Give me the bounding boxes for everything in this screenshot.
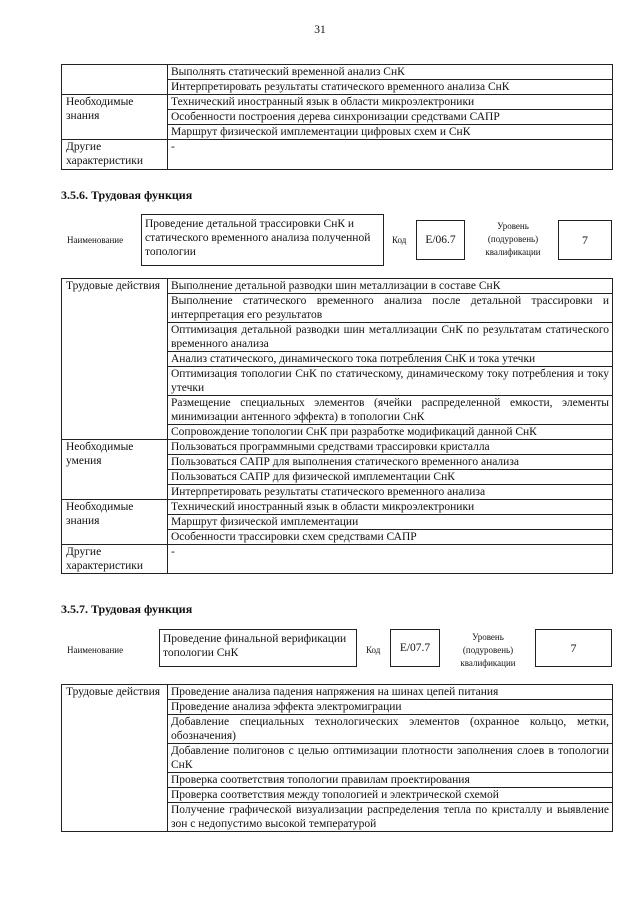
table-cell: Интерпретировать результаты статического временного анализа xyxy=(168,485,613,500)
table-cell: Маршрут физической имплементации xyxy=(168,515,613,530)
table-cell: - xyxy=(168,140,613,170)
table-cell: Пользоваться программными средствами трассировки кристалла xyxy=(168,440,613,455)
level-label: Уровень (подуровень) квалификации xyxy=(460,632,516,668)
table-cell: Пользоваться САПР для физической имплементации СнК xyxy=(168,470,613,485)
row-label: Необходимые знания xyxy=(62,95,168,140)
row-label: Трудовые действия xyxy=(62,279,168,440)
table-cell: Проверка соответствия топологии правилам проектирования xyxy=(168,773,613,788)
table-cell: Анализ статического, динамического тока потребления СнК и тока утечки xyxy=(168,352,613,367)
table-cell: Особенности трассировки схем средствами САПР xyxy=(168,530,613,545)
table-cell: Добавление полигонов с целью оптимизации плотности заполнения слоев в топологии СнК xyxy=(168,744,613,773)
row-label: Необходимые умения xyxy=(62,440,168,500)
page-number: 31 xyxy=(314,24,326,36)
table-cell: Размещение специальных элементов (ячейки распределенной емкости, элементы минимизации антенного эффекта) в топологии СнК xyxy=(168,396,613,425)
section-heading: 3.5.7. Трудовая функция xyxy=(61,602,193,616)
table-cell: Проведение анализа эффекта электромиграции xyxy=(168,700,613,715)
section-heading: 3.5.6. Трудовая функция xyxy=(61,188,193,202)
section-357-table xyxy=(61,684,613,832)
table-cell: Проведение анализа падения напряжения на шинах цепей питания xyxy=(168,685,613,700)
table-cell: Особенности построения дерева синхронизации средствами САПР xyxy=(168,110,613,125)
table-cell: Маршрут физической имплементации цифровых схем и СнК xyxy=(168,125,613,140)
table-cell: Оптимизация детальной разводки шин металлизации СнК по результатам статического временного анализа xyxy=(168,323,613,352)
row-label: Другие характеристики xyxy=(62,140,168,170)
section-356-table xyxy=(61,278,613,574)
function-header xyxy=(61,214,612,266)
table-cell: Интерпретировать результаты статического временного анализа СнК xyxy=(168,80,613,95)
function-name: Проведение детальной трассировки СнК и статического временного анализа полученной топологии xyxy=(141,214,384,266)
name-label: Наименование xyxy=(67,235,124,245)
table-cell: Оптимизация топологии СнК по статическому, динамическому току потребления и току утечки xyxy=(168,367,613,396)
name-label: Наименование xyxy=(67,645,124,655)
function-code: E/06.7 xyxy=(416,220,465,260)
table-cell: Получение графической визуализации распределения тепла по кристаллу и выявление зон с недопустимо высокой температурой xyxy=(168,803,613,832)
qualification-level: 7 xyxy=(558,220,612,260)
function-code: E/07.7 xyxy=(390,629,440,667)
function-header xyxy=(61,628,612,672)
level-label: Уровень (подуровень) квалификации xyxy=(485,221,541,257)
function-name: Проведение финальной верификации топологии СнК xyxy=(159,629,357,667)
row-label: Другие характеристики xyxy=(62,545,168,574)
table-cell: Технический иностранный язык в области микроэлектроники xyxy=(168,95,613,110)
row-label: Необходимые знания xyxy=(62,500,168,545)
table-cell: Пользоваться САПР для выполнения статического временного анализа xyxy=(168,455,613,470)
table-cell: Проверка соответствия между топологией и электрической схемой xyxy=(168,788,613,803)
table-cell: Выполнение статического временного анализа после детальной трассировки и интерпретация его результатов xyxy=(168,294,613,323)
table-cell: Выполнение детальной разводки шин металлизации в составе СнК xyxy=(168,279,613,294)
table-cell: Выполнять статический временной анализ СнК xyxy=(168,65,613,80)
table-cell: Добавление специальных технологических элементов (охранное кольцо, метки, обозначения) xyxy=(168,715,613,744)
row-label xyxy=(62,65,168,95)
qualification-level: 7 xyxy=(535,629,612,667)
code-label: Код xyxy=(366,645,381,655)
row-label: Трудовые действия xyxy=(62,685,168,832)
top-table xyxy=(61,64,613,170)
table-cell: Сопровождение топологии СнК при разработке модификаций данной СнК xyxy=(168,425,613,440)
table-cell: Технический иностранный язык в области микроэлектроники xyxy=(168,500,613,515)
code-label: Код xyxy=(392,235,407,245)
table-cell: - xyxy=(168,545,613,574)
